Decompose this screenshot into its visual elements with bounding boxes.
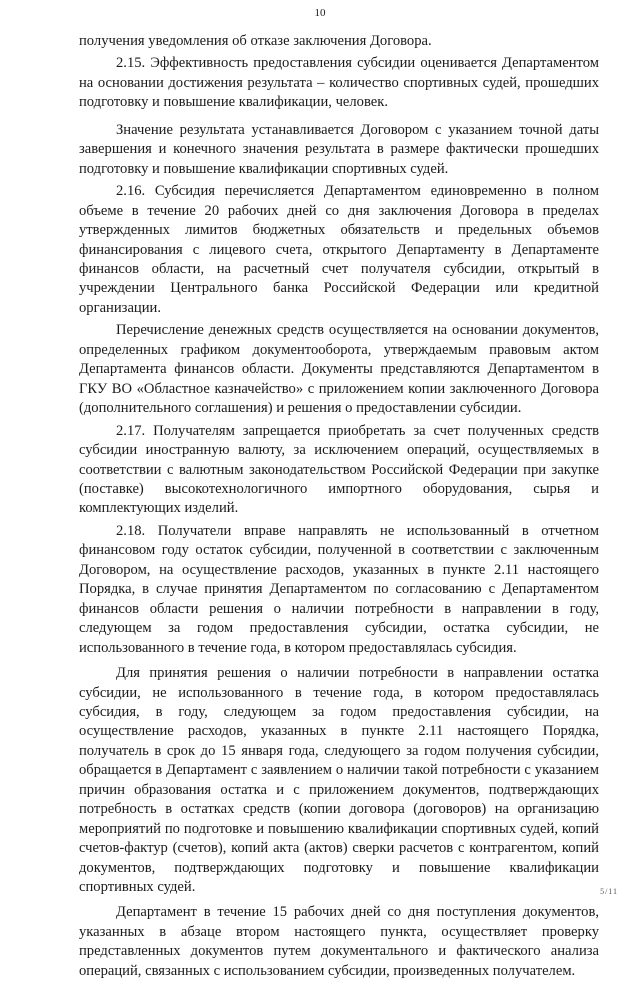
paragraph-remainder-decision: Для принятия решения о наличии потребности в направлении остатка субсидии, не использованного в течение года, в котором предоставлялась субсидия, в году, следующем за годом предоставления субсидии, на осуществление расходов, указанных в пункте 2.11 настоящего Порядка, получатель в срок до 15 января года, следующего за годом получения субсидии, обращается в Департамент с заявлением о наличии такой потребности с указанием причин образования остатка и с приложением документов, подтверждающих потребность в остатках средств (копии договора (договоров) на организацию мероприятий по подготовке и повышению квалификации спортивных судей, копий счетов-фактур (счетов), копий акта (актов) сверки расчетов с контрагентом, копий документов, подтверждающих подготовку и повышение квалификации спортивных судей. (79, 665, 599, 896)
paragraph-transfer-documents: Перечисление денежных средств осуществляется на основании документов, определенных графиком документооборота, утверждаемым правовым актом Департамента финансов области. Документы представляются Департаментом в ГКУ ВО «Областное казначейство» с приложением копии заключенного Договора (дополнительного соглашения) и решения о предоставлении субсидии. (79, 322, 599, 417)
paragraph-2-15: 2.15. Эффективность предоставления субсидии оценивается Департаментом на основании достижения результата – количество спортивных судей, прошедших подготовку и повышение квалификации, человек. (79, 55, 599, 111)
paragraph-2-18: 2.18. Получатели вправе направлять не использованный в отчетном финансовом году остаток субсидии, полученной в соответствии с заключенным Договором, на осуществление расходов, указанных в пункте 2.11 настоящего Порядка, в случае принятия Департаментом по согласованию с Департаментом финансов области решения о наличии потребности в направлении в году, следующем за годом предоставления субсидии, остатка субсидии, не использованного в течение года, в котором предоставлялась субсидия. (79, 522, 599, 656)
page-number: 10 (314, 7, 326, 19)
paragraph-2-17: 2.17. Получателям запрещается приобретать за счет полученных средств субсидии иностранную валюту, за исключением операций, осуществляемых в соответствии с валютным законодательством Российской Федерации при закупке (поставке) высокотехнологичного импортного оборудования, сырья и комплектующих изделий. (79, 422, 599, 517)
document-body (79, 32, 599, 981)
paragraph-result-value: Значение результата устанавливается Договором с указанием точной даты завершения и конечного значения результата в размере фактически прошедших подготовку и повышение квалификации спортивных судей. (79, 121, 599, 177)
paragraph-department-review: Департамент в течение 15 рабочих дней со дня поступления документов, указанных в абзаце втором настоящего пункта, осуществляет проверку представленных документов путем документального и фактического анализа операций, связанных с использованием субсидии, произведенных получателем. (79, 904, 599, 979)
footer-mark: 5/11 (600, 887, 618, 896)
paragraph-2-16: 2.16. Субсидия перечисляется Департаментом единовременно в полном объеме в течение 20 рабочих дней со дня заключения Договора в пределах утвержденных лимитов бюджетных обязательств и предельных объемов финансирования с лицевого счета, открытого Департаменту в Департаменте финансов области, на расчетный счет получателя субсидии, открытый в учреждении Центрального банка Российской Федерации или кредитной организации. (79, 183, 599, 316)
paragraph-continuation: получения уведомления об отказе заключения Договора. (79, 33, 432, 49)
